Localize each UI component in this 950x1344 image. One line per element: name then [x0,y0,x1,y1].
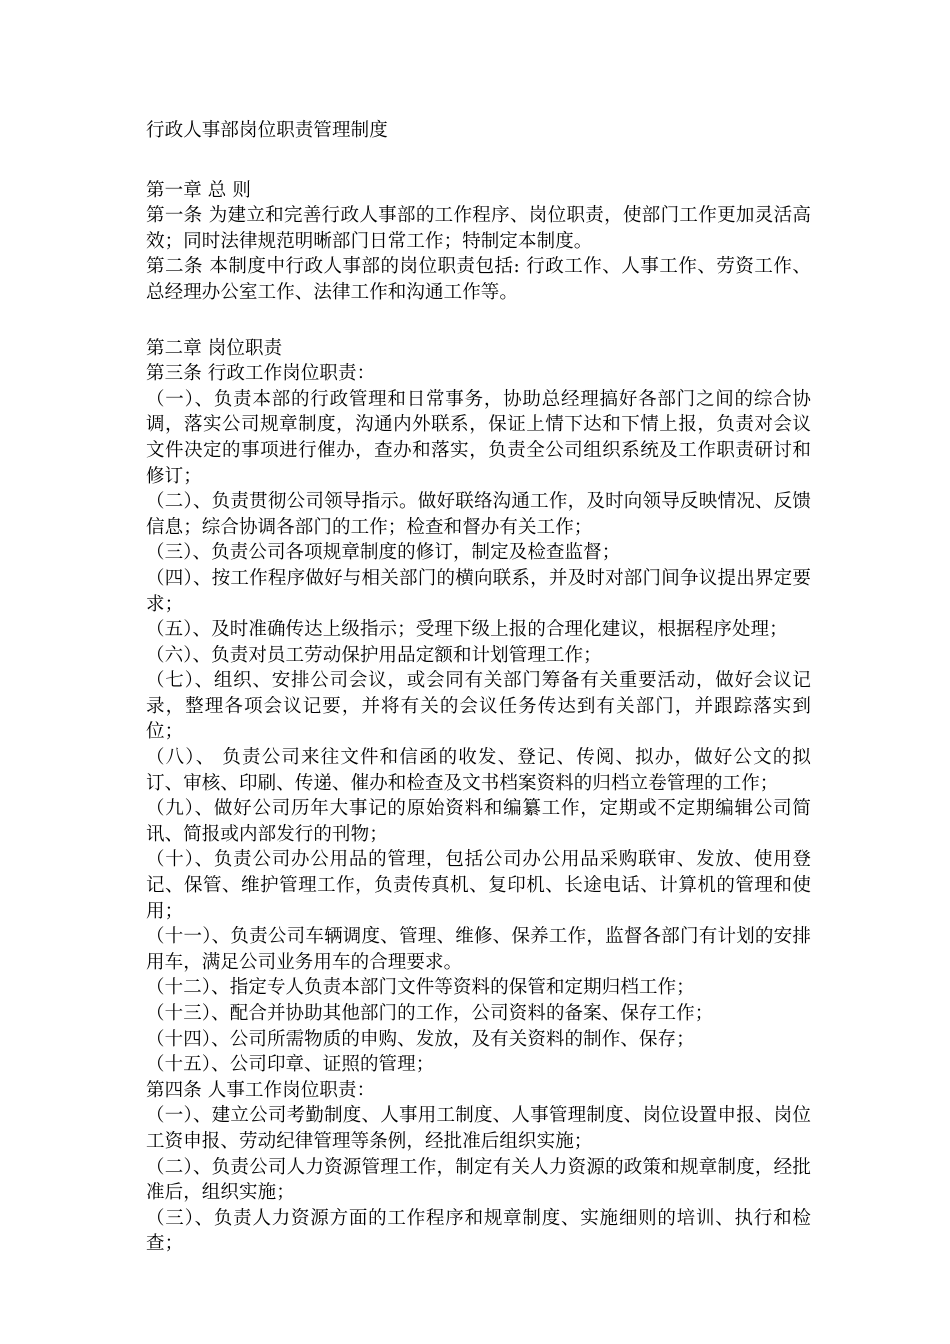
section-gap [146,306,811,336]
article-3-item-5: （五）、及时准确传达上级指示；受理下级上报的合理化建议，根据程序处理； [146,619,788,641]
article-1: 第一条 为建立和完善行政人事部的工作程序、岗位职责，使部门工作更加灵活高效；同时法律规范明晰部门日常工作；特制定本制度。 [146,205,811,252]
article-3-item-10: （十）、负责公司办公用品的管理，包括公司办公用品采购联审、发放、使用登记、保管、维护管理工作，负责传真机、复印机、长途电话、计算机的管理和使用； [146,849,811,922]
article-3-item-11: （十一）、负责公司车辆调度、管理、维修、保养工作，监督各部门有计划的安排用车，满足公司业务用车的合理要求。 [146,926,811,973]
article-4-heading: 第四条 人事工作岗位职责： [146,1079,376,1101]
document-page [146,118,811,1257]
article-3-item-9: （九）、做好公司历年大事记的原始资料和编纂工作，定期或不定期编辑公司简讯、简报或内部发行的刊物； [146,798,811,845]
article-3-item-4: （四）、按工作程序做好与相关部门的横向联系，并及时对部门间争议提出界定要求； [146,567,811,615]
article-3-item-3: （三）、负责公司各项规章制度的修订，制定及检查监督； [146,542,621,564]
article-4-item-3: （三）、负责人力资源方面的工作程序和规章制度、实施细则的培训、执行和检查； [146,1207,811,1255]
article-3-item-6: （六）、负责对员工劳动保护用品定额和计划管理工作； [146,644,602,666]
article-3-item-15: （十五）、公司印章、证照的管理； [146,1054,435,1076]
article-3-item-7: （七）、组织、安排公司会议，或会同有关部门筹备有关重要活动，做好会议记录，整理各项会议记要，并将有关的会议任务传达到有关部门，并跟踪落实到位； [146,670,811,743]
article-3-heading: 第三条 行政工作岗位职责： [146,363,376,385]
article-3-item-12: （十二）、指定专人负责本部门文件等资料的保管和定期归档工作； [146,977,695,999]
article-3-item-1: （一）、负责本部的行政管理和日常事务，协助总经理搞好各部门之间的综合协调，落实公司规章制度，沟通内外联系，保证上情下达和下情上报，负责对会议文件决定的事项进行催办，查办和落实，负责全公司组织系统及工作职责研讨和修订； [146,388,811,487]
chapter-2-heading: 第二章 岗位职责 [146,337,283,359]
article-3-item-14: （十四）、公司所需物质的申购、发放，及有关资料的制作、保存； [146,1028,695,1050]
article-3-item-8: （八）、 负责公司来往文件和信函的收发、登记、传阅、拟办，做好公文的拟订、审核、印刷、传递、催办和检查及文书档案资料的归档立卷管理的工作； [146,747,811,794]
article-3-item-13: （十三）、配合并协助其他部门的工作，公司资料的备案、保存工作； [146,1003,714,1024]
chapter-1-heading: 第一章 总 则 [146,179,251,201]
article-4-item-2: （二）、负责公司人力资源管理工作，制定有关人力资源的政策和规章制度，经批准后，组织实施； [146,1156,811,1204]
article-3-item-2: （二）、负责贯彻公司领导指示。做好联络沟通工作，及时向领导反映情况、反馈信息；综合协调各部门的工作；检查和督办有关工作； [146,491,811,538]
article-4-item-1: （一）、建立公司考勤制度、人事用工制度、人事管理制度、岗位设置申报、岗位工资申报、劳动纪律管理等条例，经批准后组织实施； [146,1105,811,1152]
article-2: 第二条 本制度中行政人事部的岗位职责包括: 行政工作、人事工作、劳资工作、总经理办公室工作、法律工作和沟通工作等。 [146,256,811,303]
document-title: 行政人事部岗位职责管理制度 [146,120,388,141]
